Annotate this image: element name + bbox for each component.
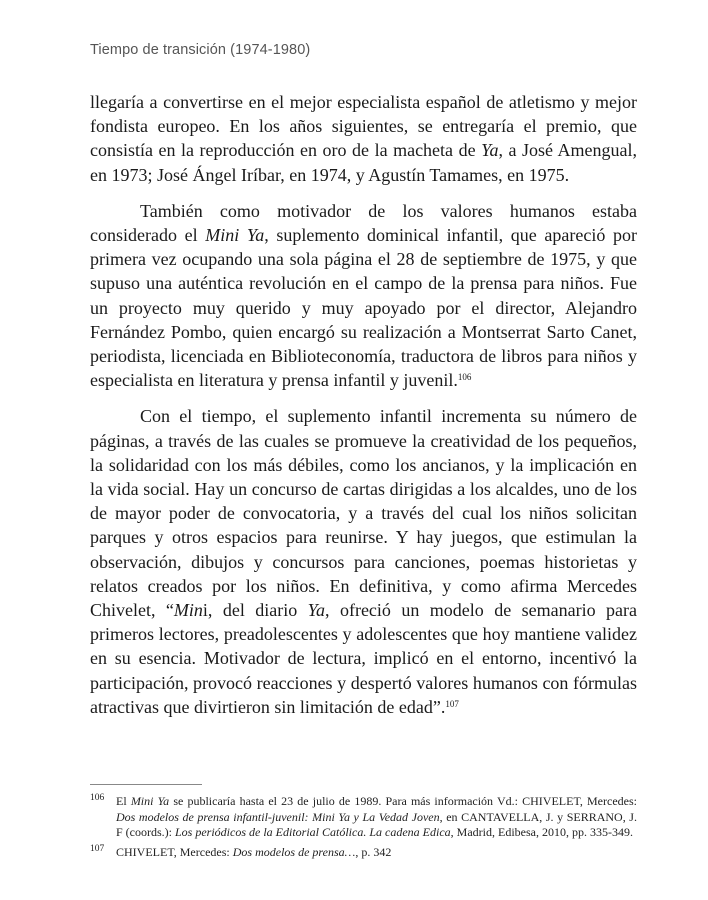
footnote-106 [90,794,637,841]
paragraph-1 [90,90,637,187]
paragraph-2-italic: Mini Ya [205,225,265,246]
footnote-text: El [116,794,131,808]
paragraph-1-text: llegaría a convertirse en el mejor especialista español de atletismo y mejor fondista europeo. En los años siguientes, se entregaría el premio, que consistía en la reproducción en oro de la macheta de [90,92,637,161]
running-header: Tiempo de transición (1974-1980) [90,42,311,58]
paragraph-3-text-mid: i, del diario [202,600,308,621]
footnote-italic: Dos modelos de prensa… [232,844,356,859]
paragraph-3-text-after: , ofreció un modelo de semanario para primeros lectores, preadolescentes y adolescentes que hoy mantiene validez en su esencia. Motivador de lectura, implicó en el entorno, incentivó la participación, provocó reacciones y despertó valores humanos con fórmulas atractivas que divirtieron sin limitación de edad”. [90,600,637,717]
footnote-italic: Mini Ya [130,794,170,808]
footnote-number: 106 [90,793,105,803]
footnotes [90,794,637,860]
paragraph-2-text-after: , suplemento dominical infantil, que apareció por primera vez ocupando una sola página el 28 de septiembre de 1975, y que supuso una auténtica revolución en el campo de la prensa para niños. Fue un proyecto muy querido y muy apoyado por el director, Alejandro Fernández Pombo, quien encargó su realización a Montserrat Sarto Canet, periodista, licenciada en Biblioteconomía, traductora de libros para niños y especialista en literatura y prensa infantil y juvenil. [90,225,637,391]
footnote-text: , Madrid, Edibesa, 2010, pp. 335-349. [450,825,633,840]
footnote-number: 107 [90,843,105,854]
paragraph-3-italic-2: Ya [307,600,326,621]
footnote-divider [90,784,202,785]
footnote-ref-106[interactable]: 106 [457,372,472,383]
footnote-107 [90,845,637,861]
footnote-italic: Dos modelos de prensa infantil-juvenil: Mini Ya y La Vedad Joven [116,809,440,824]
paragraph-3-italic-1: Min [173,600,203,621]
paragraph-2-text: También como motivador de los valores humanos estaba considerado el [90,200,637,246]
footnote-text: se publicaría hasta el 23 de julio de 1989. Para más información Vd.: CHIVELET, Mercedes: [169,794,637,808]
paragraph-1-text-after: , a José Amengual, en 1973; José Ángel Iríbar, en 1974, y Agustín Tamames, en 1975. [90,140,637,185]
body-text [90,90,637,719]
paragraph-3-text: Con el tiempo, el suplemento infantil incrementa su número de páginas, a través de las cuales se promueve la creatividad de los pequeños, la solidaridad con los más débiles, como los ancianos, y la implicación en la vida social. Hay un concurso de cartas dirigidas a los alcaldes, uno de los de mayor poder de convocatoria, y a través del cual los niños solicitan parques y otros espacios para reunirse. Y hay juegos, que estimulan la observación, dibujos y concursos para canciones, poemas historietas y relatos creados por los niños. En definitiva, y como afirma Mercedes Chivelet, “ [90,406,637,621]
footnote-italic: Los periódicos de la Editorial Católica. La cadena Edica [175,825,451,840]
footnote-text: , en CANTAVELLA, J. y SERRANO, J. F (coords.): [116,809,637,840]
paragraph-1-italic: Ya [481,140,499,161]
footnote-ref-107[interactable]: 107 [445,698,459,709]
footnote-text: , p. 342 [355,844,392,859]
paragraph-3 [90,404,637,719]
paragraph-2 [90,199,637,393]
footnote-text: CHIVELET, Mercedes: [116,844,233,859]
